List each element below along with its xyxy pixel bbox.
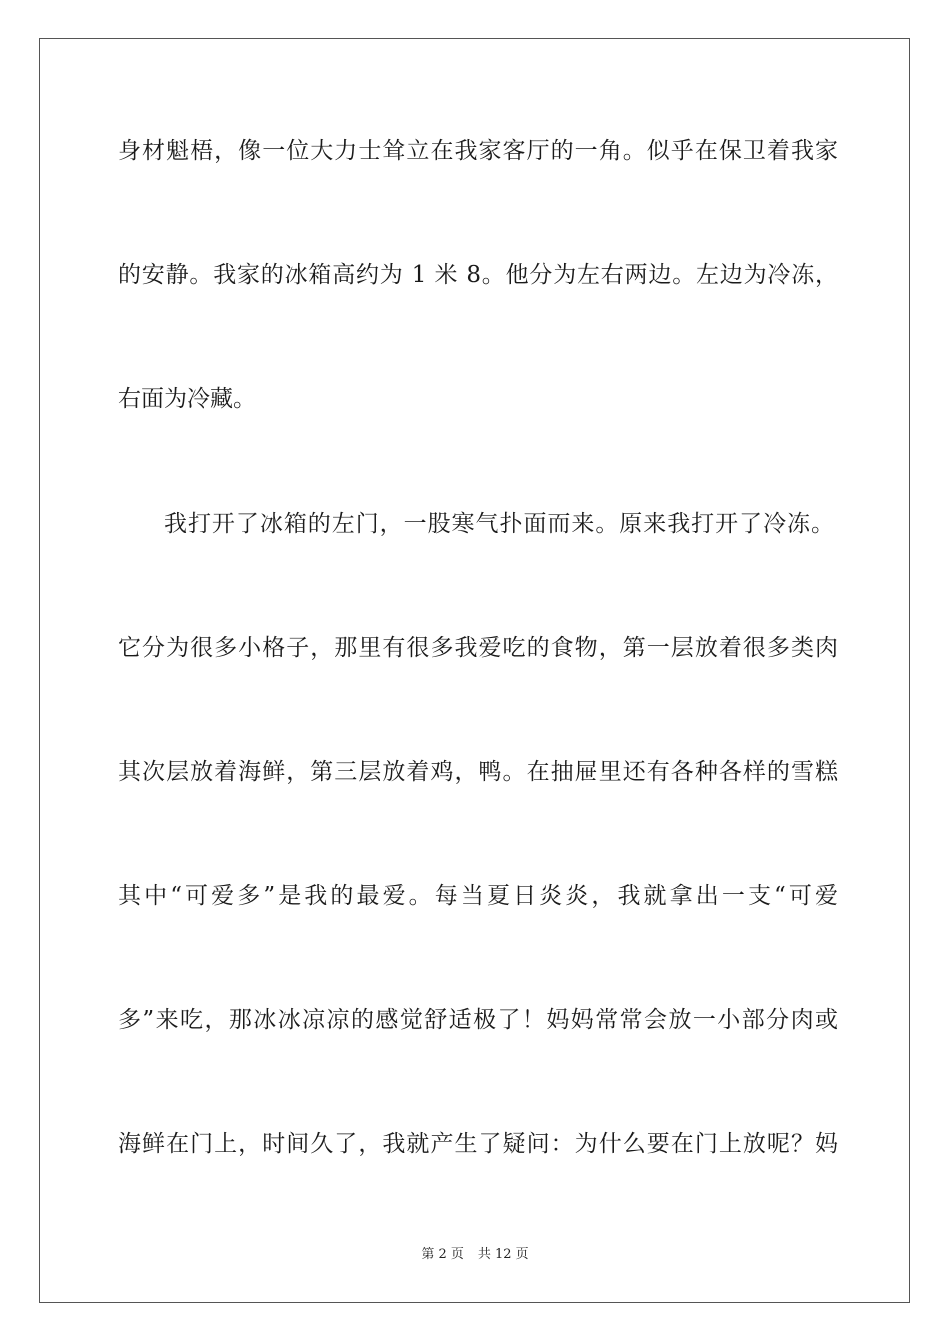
- text-line-2: 的安静。我家的冰箱高约为 1 米 8。他分为左右两边。左边为冷冻，: [118, 262, 838, 288]
- text-line-5: 它分为很多小格子，那里有很多我爱吃的食物，第一层放着很多类肉: [118, 635, 838, 661]
- text-line-6: 其次层放着海鲜，第三层放着鸡，鸭。在抽屉里还有各种各样的雪糕: [118, 759, 838, 785]
- text-line-3: 右面为冷藏。: [118, 386, 256, 412]
- text-line-7: 其中“可爱多”是我的最爱。每当夏日炎炎，我就拿出一支“可爱: [118, 883, 838, 909]
- page-total: 共 12 页: [477, 1247, 529, 1262]
- page-footer: [0, 1246, 950, 1264]
- text-line-1: 身材魁梧，像一位大力士耸立在我家客厅的一角。似乎在保卫着我家: [118, 138, 838, 164]
- text-line-9: 海鲜在门上，时间久了，我就产生了疑问：为什么要在门上放呢？妈: [118, 1131, 838, 1157]
- page-number: 第 2 页: [421, 1247, 464, 1262]
- page-border: [39, 38, 910, 1303]
- text-line-4: 我打开了冰箱的左门，一股寒气扑面而来。原来我打开了冷冻。: [164, 511, 834, 537]
- text-line-8: 多”来吃，那冰冰凉凉的感觉舒适极了！妈妈常常会放一小部分肉或: [118, 1007, 838, 1033]
